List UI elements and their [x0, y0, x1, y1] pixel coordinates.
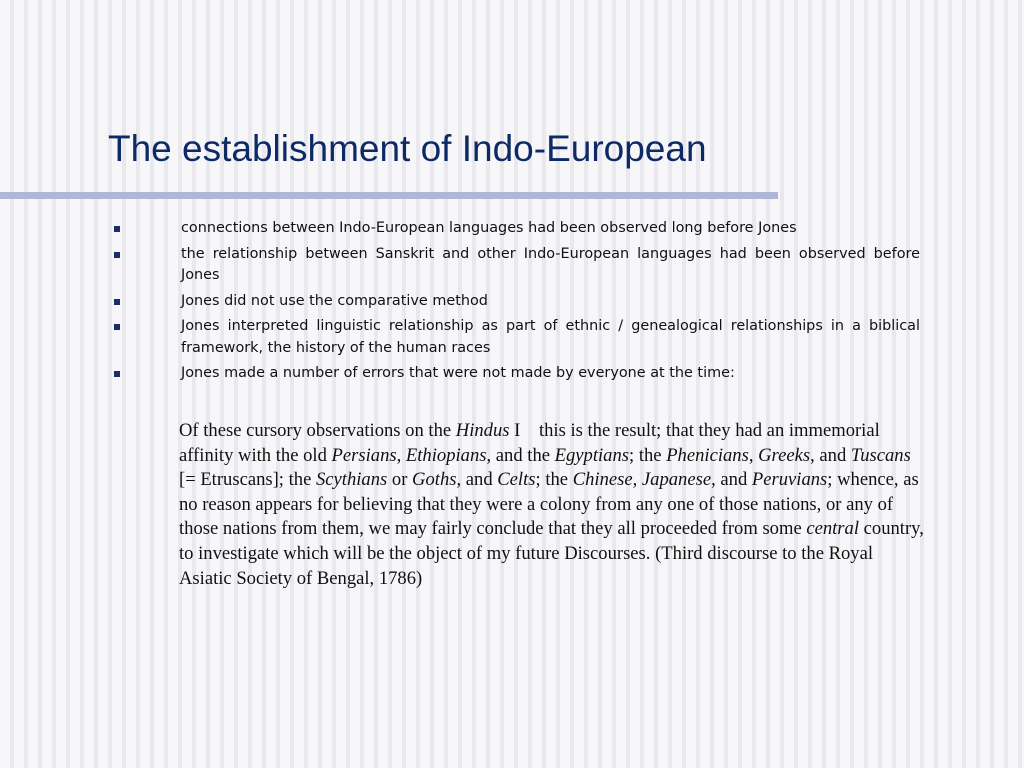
quote-text: country, to investigate which will be the object of my future Discourses. (Third discourse to the Royal Asiatic Society of Bengal, 1786) — [179, 518, 924, 589]
title-underline-rule — [0, 192, 778, 199]
quote-text: , and — [810, 444, 851, 466]
quote-emphasis: central — [806, 518, 860, 540]
quote-text: I this is the result; that they had an immemorial affinity with the old — [179, 420, 885, 466]
quote-text: Of these cursory observations on the — [179, 420, 456, 441]
quote-emphasis: Celts — [497, 469, 536, 491]
quote-emphasis: Greeks — [758, 444, 811, 466]
jones-quote — [179, 419, 924, 591]
square-bullet-icon — [114, 252, 120, 258]
quote-text: , and the — [486, 444, 555, 466]
quote-text: , and — [711, 469, 752, 491]
square-bullet-icon — [114, 226, 120, 232]
quote-text: or — [387, 469, 413, 491]
quote-emphasis: Goths — [412, 469, 457, 491]
bullet-text: Jones did not use the comparative method — [181, 292, 488, 309]
quote-text: ; the — [535, 469, 573, 491]
bullet-text: Jones made a number of errors that were not made by everyone at the time: — [181, 365, 735, 381]
quote-text: [= Etruscans]; the — [179, 469, 316, 491]
quote-emphasis: Chinese, Japanese — [572, 469, 712, 491]
bullet-item — [110, 363, 920, 385]
quote-emphasis: Persians — [331, 444, 397, 466]
square-bullet-icon — [114, 371, 120, 377]
bullet-item — [110, 291, 920, 313]
bullet-list — [110, 218, 920, 389]
quote-emphasis: Ethiopians — [405, 444, 487, 466]
quote-emphasis: Tuscans — [850, 444, 911, 466]
bullet-item — [110, 218, 920, 240]
square-bullet-icon — [114, 299, 120, 305]
quote-text: , — [396, 444, 406, 466]
bullet-item — [110, 244, 920, 287]
square-bullet-icon — [114, 324, 120, 330]
bullet-text: Jones interpreted linguistic relationship as part of ethnic / genealogical relationships in a biblical framework, the history of the human races — [181, 318, 920, 356]
quote-text: , and — [456, 469, 498, 491]
bullet-text: the relationship between Sanskrit and other Indo-European languages had been observed before Jones — [181, 245, 920, 283]
slide-title: The establishment of Indo-European — [108, 128, 707, 169]
bullet-item — [110, 316, 920, 359]
quote-text: ; the — [629, 444, 667, 466]
quote-text: , — [748, 444, 759, 466]
quote-emphasis: Phenicians — [666, 444, 749, 466]
quote-emphasis: Hindus — [455, 420, 510, 441]
bullet-text: connections between Indo-European languages had been observed long before Jones — [181, 220, 797, 236]
quote-emphasis: Scythians — [315, 469, 388, 491]
quote-emphasis: Egyptians — [554, 444, 630, 466]
quote-text: ; whence, as no reason appears for believing that they were a colony from any one of those nations, or any of those nations from them, we may fairly conclude that they all proceeded from some — [179, 469, 919, 540]
quote-emphasis: Peruvians — [751, 469, 828, 491]
slide-background-band — [0, 0, 1024, 122]
